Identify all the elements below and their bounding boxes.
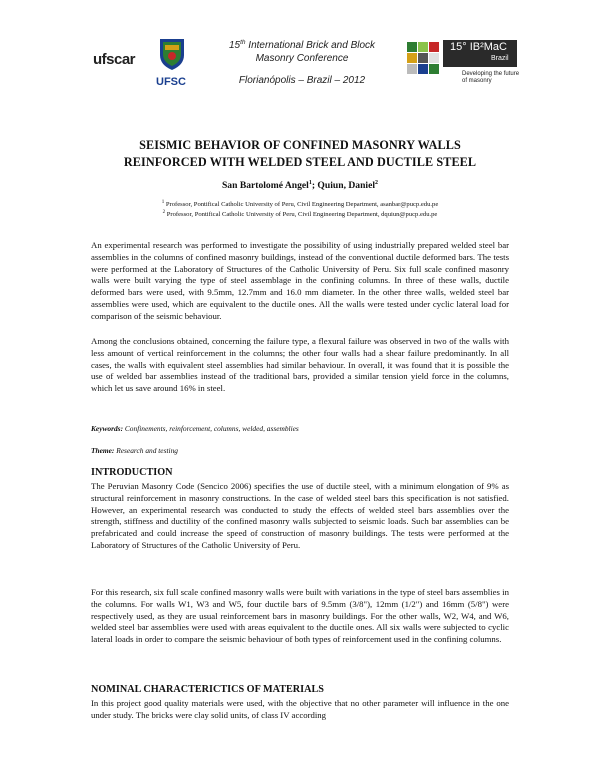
affiliation-1-text: Professor, Pontifical Catholic University of Peru, Civil Engineering Department, asanbar@pucp.edu.pe	[164, 201, 439, 209]
affiliation-1-sup: 1	[161, 200, 165, 205]
ibmac-country: Brazil	[491, 55, 509, 62]
author-2-sup: 2	[375, 180, 379, 186]
author-1: San Bartolomé Angel	[221, 180, 309, 192]
keywords-label: Keywords:	[91, 424, 124, 433]
ibmac-label: 15° IB²MaC	[450, 41, 507, 53]
conf-edition-num: 15	[228, 40, 241, 51]
author-1-sup: 1	[308, 180, 312, 186]
ufscar-logo: ufscar	[93, 51, 136, 68]
conference-name	[207, 37, 397, 65]
ibmac-tagline: Developing the future of masonry	[462, 71, 520, 84]
theme-line	[91, 446, 178, 455]
conf-line2: Masonry Conference	[255, 52, 349, 64]
theme-label: Theme:	[91, 446, 115, 455]
conf-line1: International Brick and Block	[245, 40, 376, 51]
ufsc-logo: UFSC	[156, 76, 186, 88]
title-line-2: REINFORCED WITH WELDED STEEL AND DUCTILE STEEL	[123, 154, 477, 169]
title-line-1: SEISMIC BEHAVIOR OF CONFINED MASONRY WALLS	[139, 138, 461, 152]
paper-title	[90, 137, 510, 170]
introduction-paragraph-1: The Peruvian Masonry Code (Sencico 2006) specifies the use of ductile steel, with a minimum elongation of 9% as structural reinforcement in masonry constructions. In the case of welded steel bars this specification is not satisfied. However, an experimental research was conducted to study the effects of welded steel bars assemblies over the strength, stiffness and ductility of the confined masonry walls subjected to seismic loads. Such bar assemblies can be prefabricated and could increase the speed of construction of masonry buildings. The tests were performed at the Laboratory of Structures of the Catholic University of Peru.	[91, 481, 509, 550]
abstract-paragraph-1: An experimental research was performed to investigate the possibility of using industrially prepared welded steel bar assemblies in the columns of confined masonry buildings, instead of the conventional ductile deformed bars. The tests were performed at the Laboratory of Structures of the Catholic University of Peru. Six full scale confined masonry walls were built varying the type of steel assemblage in the confining columns. In three of these walls, ductile deformed bars were used, with 9.5mm, 12.7mm and 16.0 mm diameter. In the other three walls, welded steel bar assemblies were used, which are equivalent to the ductile ones. All the walls were tested under cyclic lateral load for comparison of the seismic behaviour.	[91, 240, 509, 321]
abstract-paragraph-2: Among the conclusions obtained, concerning the failure type, a flexural failure was observed in two of the walls with less amount of vertical reinforcement in the columns; the other four walls had a shear failure predominantly. In all cases, the walls with equivalent steel assemblies had similar behaviour. In overall, it was found that it is possible the use of welded bar assemblies instead of the traditional bars, provided a similar tension yield force in the columns, which let us save around 16% in steel.	[91, 336, 509, 394]
materials-paragraph-1: In this project good quality materials were used, with the objective that no other parameter will influence in the one under study. The bricks were clay solid units, of class IV according	[91, 698, 509, 720]
introduction-paragraph-2: For this research, six full scale confined masonry walls were built with variations in the type of steel bars assemblies in the columns. For walls W1, W3 and W5, four ductile bars of 9.5mm (3/8"), 12mm (1/2") and 16mm (5/8") were respectively used, as they are usual reinforcement bars in masonry buildings. For the other walls, W2, W4, and W6, welded steel bar assemblies were used with areas equivalent to the ductile ones. All six walls were subjected to cyclic lateral loads in order to compare the seismic behaviour of both types of reinforcement used in the confining columns.	[91, 587, 509, 645]
affiliation-2-text: Professor, Pontifical Catholic University of Peru, Civil Engineering Department, dquiun@pucp.edu.pe	[165, 211, 438, 219]
keywords-line	[91, 424, 299, 433]
conf-edition-sup: th	[240, 39, 246, 46]
theme-text: Research and testing	[114, 446, 178, 455]
affiliation-2-sup: 2	[162, 210, 166, 215]
author-list	[90, 180, 510, 191]
affiliation-2	[90, 208, 510, 219]
materials-heading: NOMINAL CHARACTERICTICS OF MATERIALS	[91, 684, 324, 695]
conference-place: Florianópolis – Brazil – 2012	[238, 75, 366, 86]
introduction-heading: INTRODUCTION	[91, 467, 173, 478]
author-2: ; Quiun, Daniel	[311, 180, 376, 192]
ufsc-crest-icon	[157, 37, 187, 71]
keywords-text: Confinements, reinforcement, columns, welded, assemblies	[123, 424, 299, 433]
